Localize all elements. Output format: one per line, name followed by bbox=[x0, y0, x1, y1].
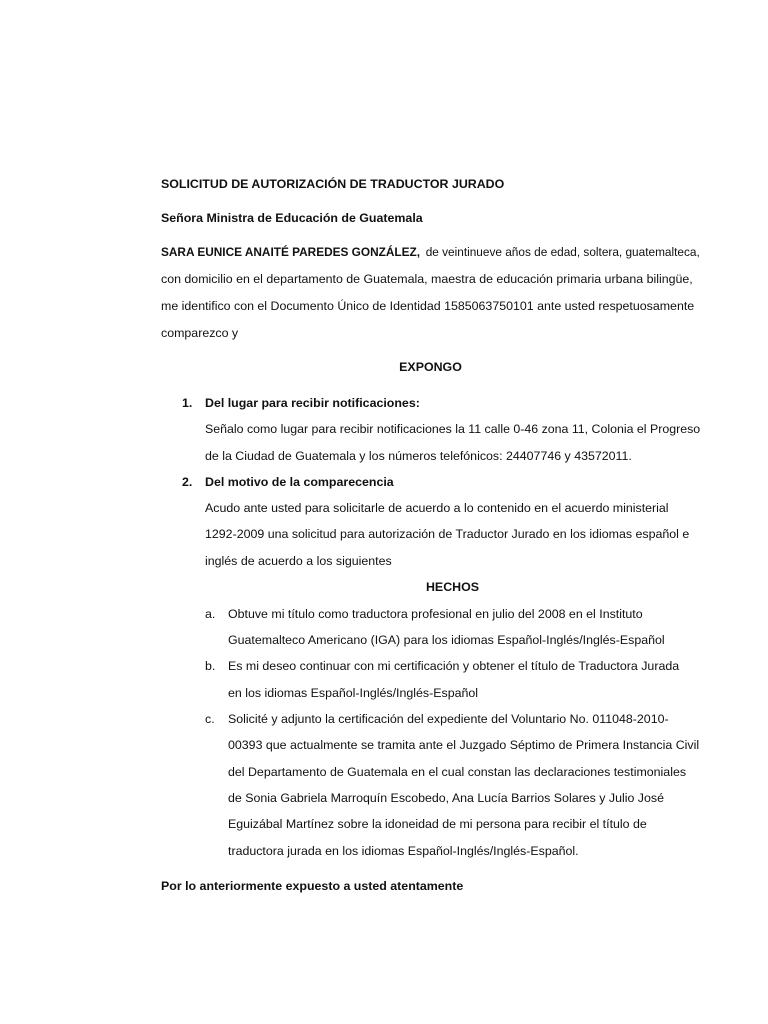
closing-line: Por lo anteriormente expuesto a usted atentamente bbox=[161, 879, 464, 893]
hecho-c-line-4: de Sonia Gabriela Marroquín Escobedo, Ana Lucía Barrios Solares y Julio José bbox=[228, 791, 664, 805]
hecho-c-line-5: Eguizábal Martínez sobre la idoneidad de mi persona para recibir el título de bbox=[228, 817, 647, 831]
intro-line-2: con domicilio en el departamento de Guatemala, maestra de educación primaria urbana bilingüe, bbox=[161, 272, 693, 286]
section-1-line-1: Señalo como lugar para recibir notificaciones la 11 calle 0-46 zona 11, Colonia el Progreso bbox=[205, 422, 701, 436]
addressee: Señora Ministra de Educación de Guatemala bbox=[161, 211, 423, 225]
hecho-c-line-1: Solicité y adjunto la certificación del expediente del Voluntario No. 011048-2010- bbox=[228, 712, 669, 726]
section-1-line-2: de la Ciudad de Guatemala y los números telefónicos: 24407746 y 43572011. bbox=[205, 449, 632, 463]
intro-line-1-rest: de veintinueve años de edad, soltera, guatemalteca, bbox=[425, 245, 700, 259]
hecho-b-letter: b. bbox=[205, 659, 216, 673]
section-2-line-1: Acudo ante usted para solicitarle de acuerdo a lo contenido en el acuerdo ministerial bbox=[205, 501, 669, 515]
hecho-c-line-6: traductora jurada en los idiomas Español-Inglés/Inglés-Español. bbox=[228, 844, 579, 858]
intro-line-4: comparezco y bbox=[161, 326, 239, 340]
hecho-a-line-2: Guatemalteco Americano (IGA) para los idiomas Español-Inglés/Inglés-Español bbox=[228, 633, 665, 647]
section-1-title: Del lugar para recibir notificaciones: bbox=[205, 396, 420, 410]
intro-line-1 bbox=[161, 244, 700, 260]
document-title: SOLICITUD DE AUTORIZACIÓN DE TRADUCTOR JURADO bbox=[161, 177, 505, 191]
section-2-number: 2. bbox=[182, 475, 193, 489]
applicant-name: SARA EUNICE ANAITÉ PAREDES GONZÁLEZ, bbox=[161, 245, 420, 259]
hecho-a-letter: a. bbox=[205, 607, 216, 621]
hecho-c-letter: c. bbox=[205, 712, 215, 726]
section-2-title: Del motivo de la comparecencia bbox=[205, 475, 394, 489]
heading-hechos: HECHOS bbox=[425, 580, 479, 594]
heading-expongo: EXPONGO bbox=[399, 360, 462, 374]
hecho-c-line-2: 00393 que actualmente se tramita ante el Juzgado Séptimo de Primera Instancia Civil bbox=[228, 738, 700, 752]
hecho-b-line-2: en los idiomas Español-Inglés/Inglés-Español bbox=[228, 686, 479, 700]
section-2-line-3: inglés de acuerdo a los siguientes bbox=[205, 554, 392, 568]
intro-line-3: me identifico con el Documento Único de Identidad 1585063750101 ante usted respetuosamente bbox=[161, 299, 695, 313]
hecho-a-line-1: Obtuve mi título como traductora profesional en julio del 2008 en el Instituto bbox=[228, 607, 643, 621]
hecho-c-line-3: del Departamento de Guatemala en el cual constan las declaraciones testimoniales bbox=[228, 765, 687, 779]
section-2-line-2: 1292-2009 una solicitud para autorización de Traductor Jurado en los idiomas español e bbox=[205, 527, 690, 541]
section-1-number: 1. bbox=[182, 396, 193, 410]
hecho-b-line-1: Es mi deseo continuar con mi certificación y obtener el título de Traductora Jurada bbox=[228, 659, 680, 673]
